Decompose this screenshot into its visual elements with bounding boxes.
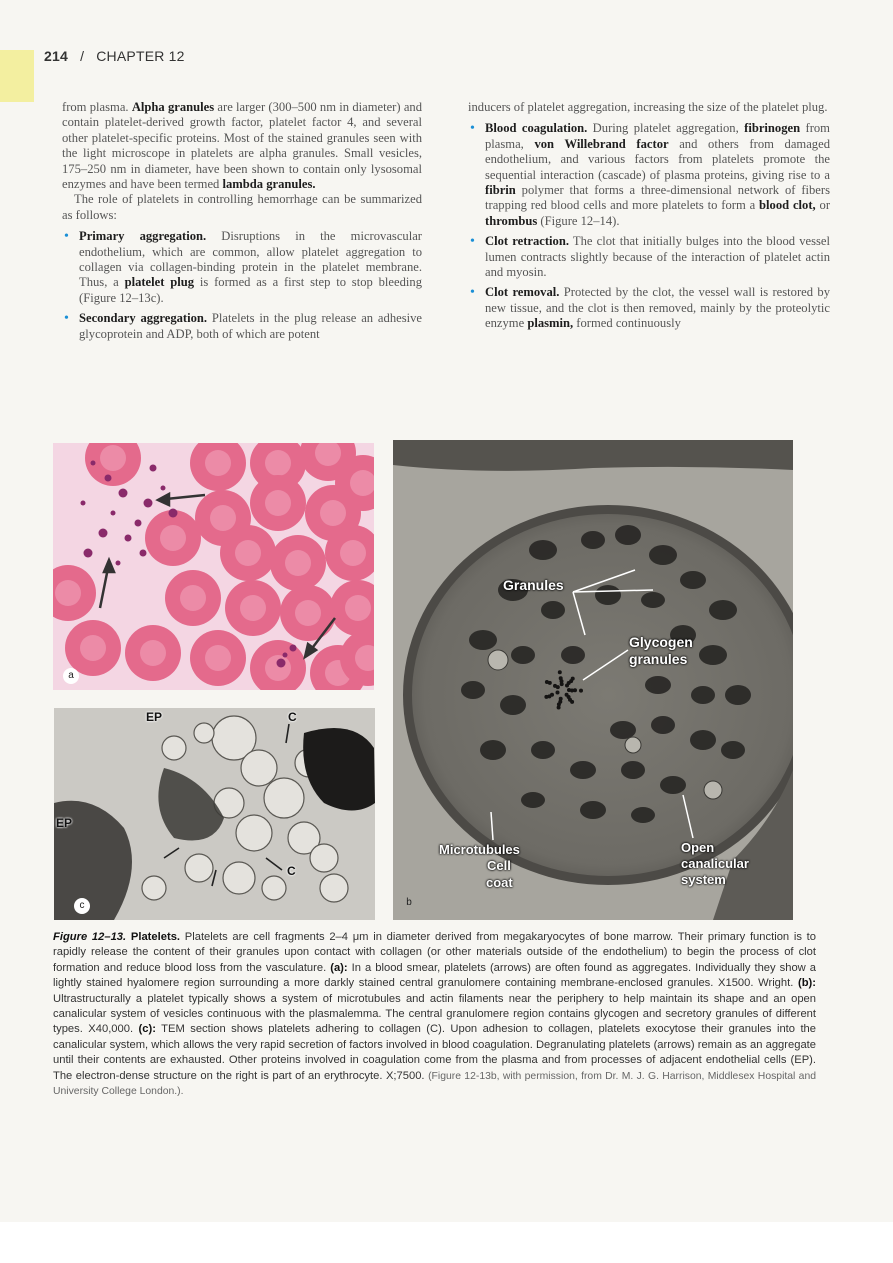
label-glycogen-1: Glycogen	[629, 634, 693, 650]
label-granules: Granules	[503, 577, 564, 593]
label-cell: Cell	[487, 858, 511, 873]
panel-c-label: c	[74, 898, 90, 914]
figure-panel-a-blood-smear	[53, 443, 374, 690]
paragraph-role: The role of platelets in controlling hemorrhage can be summarized as follows:	[62, 192, 422, 222]
left-bullet-list	[62, 229, 422, 342]
panel-b-label: b	[406, 897, 412, 908]
label-collagen-top: C	[288, 710, 297, 724]
label-coat: coat	[486, 875, 513, 890]
figure-panel-b-em-platelet	[393, 440, 793, 920]
list-item: • Clot retraction. The clot that initially bulges into the blood vessel lumen contracts slightly because of the interaction of platelet actin and myosin.	[468, 234, 830, 280]
left-column	[62, 100, 422, 347]
label-open: Open	[681, 840, 715, 855]
tem-platelets-image	[54, 708, 375, 920]
label-glycogen-2: granules	[629, 651, 688, 667]
panel-a-label: a	[63, 668, 79, 684]
label-microtubules: Microtubules	[439, 842, 520, 857]
list-item: • Blood coagulation. During platelet aggregation, fibrinogen from plasma, von Willebrand factor and others from damaged endothelium, and various factors from platelets promote the sequential interaction (cascade) of plasma proteins, giving rise to a fibrin polymer that forms a three-dimensional network of fibers trapping red blood cells and more platelets to form a blood clot, or thrombus (Figure 12–14).	[468, 121, 830, 229]
header-separator: /	[80, 48, 85, 64]
label-system: system	[681, 872, 726, 887]
label-canalicular: canalicular	[681, 856, 749, 871]
figure-caption: Figure 12–13. Platelets. Platelets are cell fragments 2–4 μm in diameter derived from megakaryocytes of bone marrow. Their primary function is to rapidly release the content of their granules upon contact with collagen (or other materials outside of the endothelium) to begin the process of clot formation and reduce blood loss from the vasculature. (a): In a blood smear, platelets (arrows) are often found as aggregates. Individually they show a lightly stained hyalomere region surrounding a more darkly stained central granulomere containing membrane-enclosed granules. X1500. Wright. (b): Ultrastructurally a platelet typically shows a system of microtubules and actin filaments near the periphery to help maintain its shape and an open canalicular system of vesicles continuous with the plasmalemma. The central granulomere region contains glycogen and secretory granules of different types. X40,000. (c): TEM section shows platelets adhering to collagen (C). Upon adhesion to collagen, platelets exocytose their granules into the canalicular system, which allows the very rapid secretion of factors involved in blood coagulation. Degranulating platelets (arrows) remain as an aggregate until their contents are exhausted. Other proteins involved in coagulation come from the plasma and from processes of adjacent endothelial cells (EP). The electron-dense structure on the right is part of an erythrocyte. X;7500. (Figure 12-13b, with permission, from Dr. M. J. G. Harrison, Middlesex Hospital and University College London.).	[53, 931, 817, 1098]
label-ep-left: EP	[56, 816, 73, 830]
paragraph-continued: inducers of platelet aggregation, increasing the size of the platelet plug.	[468, 100, 828, 114]
list-item: • Secondary aggregation. Platelets in the plug release an adhesive glycoprotein and ADP, both of which are potent	[62, 311, 422, 342]
label-ep-top: EP	[146, 710, 163, 724]
list-item: • Primary aggregation. Disruptions in the microvascular endothelium, which are common, allow platelet aggregation to collagen via collagen-binding protein in the platelet membrane. Thus, a platelet plug is formed as a first step to stop bleeding (Figure 12–13c).	[62, 229, 422, 306]
running-header	[44, 48, 185, 64]
page-number: 214	[44, 48, 68, 64]
image-credit: (Figure 12-13b, with permission, from Dr. M. J. G. Harrison, Middlesex Hospital and University College London.).	[53, 1070, 816, 1098]
figure-panel-c-tem	[54, 708, 375, 920]
list-item: • Clot removal. Protected by the clot, the vessel wall is restored by new tissue, and the clot is then removed, mainly by the proteolytic enzyme plasmin, formed continuously	[468, 285, 830, 331]
right-column	[468, 100, 830, 337]
chapter-title: CHAPTER 12	[96, 48, 185, 64]
label-collagen-bottom: C	[287, 864, 296, 878]
margin-tab	[0, 50, 34, 102]
right-bullet-list	[468, 121, 830, 331]
paragraph-granules: from plasma. Alpha granules are larger (300–500 nm in diameter) and contain platelet-derived growth factor, platelet factor 4, and several other platelet-specific proteins. Most of the stained granules seen with the light microscope in platelets are alpha granules. Small vesicles, 175–250 nm in diameter, have been shown to contain only lysosomal enzymes and have been termed lambda granules.	[62, 100, 423, 192]
blood-smear-image	[53, 443, 374, 690]
